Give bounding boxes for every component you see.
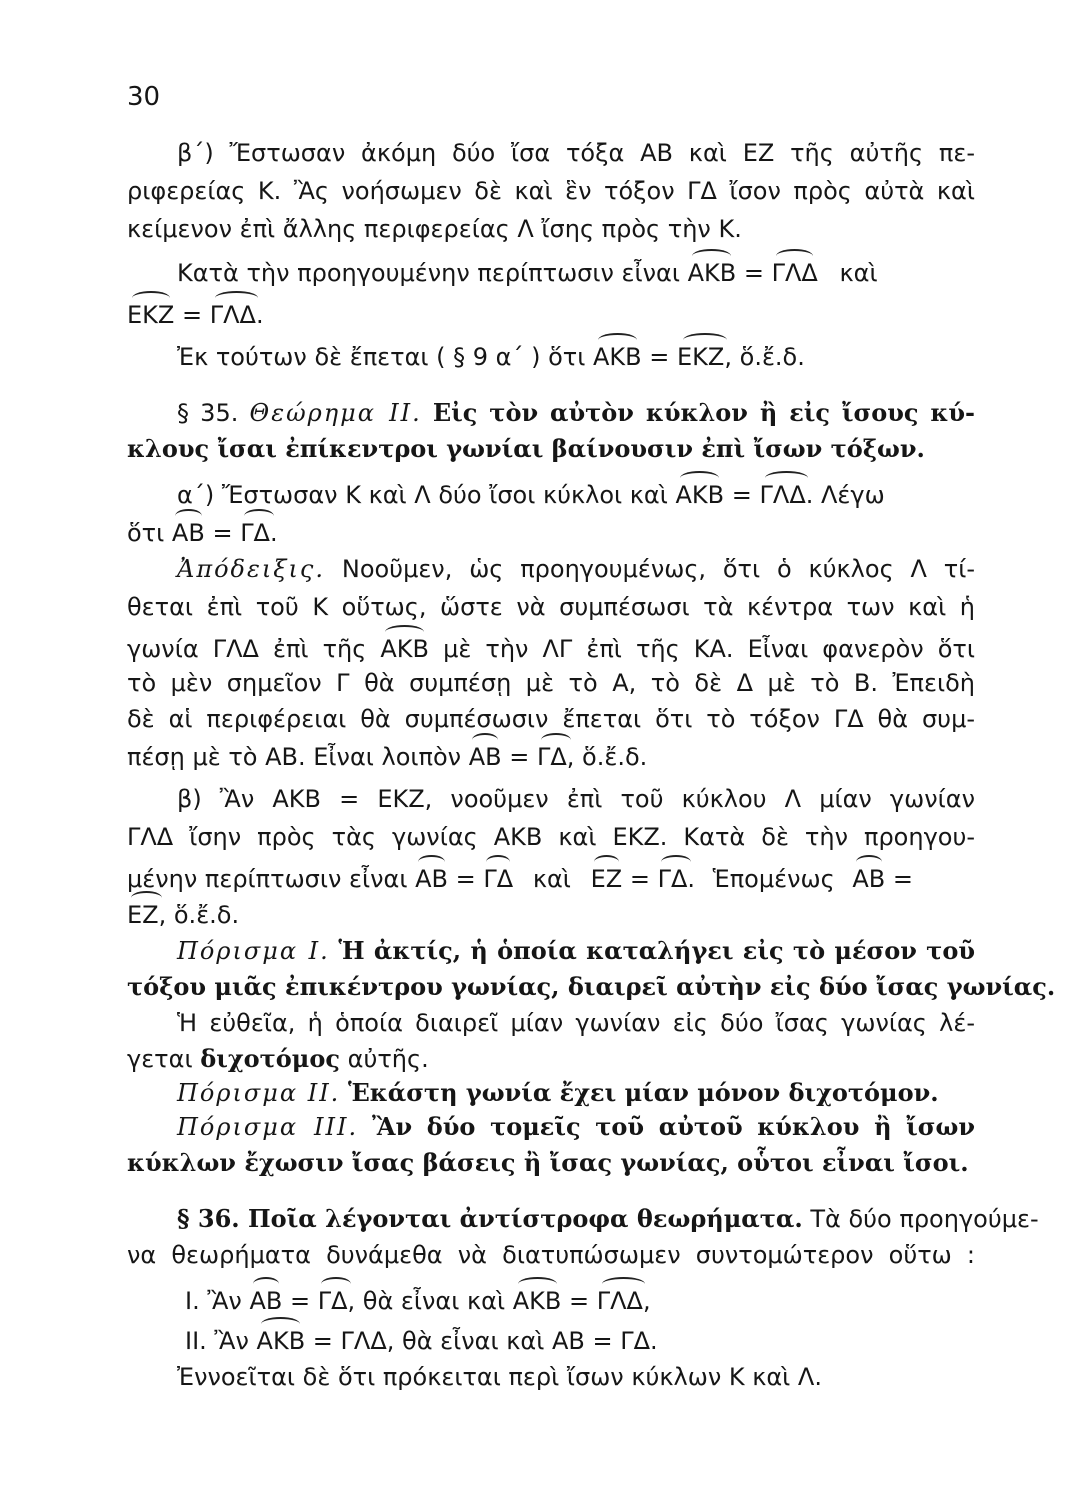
text-line: ριφερείας Κ. Ἂς νοήσωμεν δὲ καὶ ἓν τόξον ΓΔ ἴσον πρὸς αὐτὰ καὶ	[127, 177, 975, 205]
list-item	[185, 1286, 975, 1316]
text-line: β΄) Ἔστωσαν ἀκόμη δύο ἴσα τόξα ΑΒ καὶ ΕΖ τῆς αὐτῆς πε-	[177, 139, 975, 167]
text-span: θὰ εἶναι καὶ	[402, 1327, 545, 1355]
text-span: Τὰ δύο προηγούμε-	[810, 1205, 1039, 1233]
text-line: θεται ἐπὶ τοῦ Κ οὕτως, ὥστε νὰ συμπέσωσι τὰ κέντρα των καὶ ἡ	[127, 593, 975, 621]
arc-angle: ΑΚΒ	[687, 259, 737, 287]
theorem-heading	[177, 398, 975, 428]
text-line	[127, 864, 975, 894]
section-title: § 36. Ποῖα λέγονται ἀντίστροφα θεωρήματα.	[177, 1204, 803, 1233]
corollary-text: Ἡ ἀκτίς, ἡ ὁποία καταλήγει εἰς τὸ μέσον τοῦ	[338, 936, 975, 965]
text-span: Ἑπομένως	[712, 865, 835, 893]
text-span: γεται	[127, 1045, 193, 1073]
text-span: αὐτῆς.	[347, 1045, 429, 1073]
list-item	[185, 1326, 975, 1356]
text-line: κείμενον ἐπὶ ἄλλης περιφερείας Λ ἴσης πρὸς τὴν Κ.	[127, 215, 742, 243]
text-span: μένην περίπτωσιν εἶναι	[127, 865, 408, 893]
text-line	[127, 742, 975, 772]
equals-sign: =	[509, 743, 530, 771]
arc-angle: ΓΛΔ,	[596, 1287, 651, 1315]
text-span: Νοοῦμεν, ὡς προηγουμένως, ὅτι ὁ κύκλος Λ τί-	[341, 555, 975, 583]
corollary-label: Πόρισμα ΙΙΙ.	[177, 1113, 359, 1141]
text-span: Λέγω	[821, 481, 885, 509]
arc-angle: ΑΚΒ	[512, 1287, 562, 1315]
arc-angle: ΑΚΒ	[380, 635, 430, 663]
text-span: ΑΒ	[551, 1327, 585, 1355]
text-line	[177, 342, 975, 372]
term-bold: διχοτόμος	[200, 1044, 340, 1073]
arc-angle: ΓΔ,	[536, 743, 575, 771]
text-span: γωνία ΓΛΔ ἐπὶ τῆς	[127, 635, 367, 663]
text-line: δὲ αἱ περιφέρειαι θὰ συμπέσωσιν ἔπεται ὅτι τὸ τόξον ΓΔ θὰ συμ-	[127, 705, 975, 733]
equals-sign: =	[743, 259, 764, 287]
arc-angle: ΓΔ,	[317, 1287, 356, 1315]
equals-sign: =	[212, 519, 233, 547]
equals-sign: =	[649, 343, 670, 371]
equals-sign: =	[629, 865, 650, 893]
equals-sign: =	[731, 481, 752, 509]
corollary-label: Πόρισμα ΙΙ.	[177, 1079, 341, 1107]
text-line: ΓΛΔ ἴσην πρὸς τὰς γωνίας ΑΚΒ καὶ ΕΚΖ. Κατὰ δὲ τὴν προηγου-	[127, 823, 975, 851]
text-line	[127, 518, 975, 548]
theorem-text: Εἰς τὸν αὐτὸν κύκλον ἢ εἰς ἴσους κύ-	[432, 398, 975, 427]
text-span: Ἐκ τούτων δὲ ἔπεται ( § 9 α΄ ) ὅτι	[177, 343, 586, 371]
corollary-heading-cont	[127, 1148, 975, 1178]
text-span: Ι. Ἂν	[185, 1287, 242, 1315]
text-span: μὲ τὴν ΛΓ ἐπὶ τῆς ΚΑ. Εἶναι φανερὸν ὅτι	[443, 635, 975, 663]
arc-angle: ΕΚΖ	[127, 301, 175, 329]
arc-angle: ΑΚΒ	[256, 1327, 306, 1355]
arc-angle: ΑΒ	[852, 865, 886, 893]
text-line	[127, 1044, 975, 1074]
corollary-heading	[177, 936, 975, 966]
arc-angle: ΑΒ	[171, 519, 205, 547]
arc-angle: ΕΖ,	[127, 901, 167, 929]
corollary-text: Ἂν δύο τομεῖς τοῦ αὐτοῦ κύκλου ἢ ἴσων	[372, 1112, 975, 1141]
equals-sign: =	[312, 1327, 333, 1355]
theorem-text: κλους ἴσαι ἐπίκεντροι γωνίαι βαίνουσιν ἐπὶ ἴσων τόξων.	[127, 434, 925, 463]
arc-angle: ΑΚΒ	[675, 481, 725, 509]
text-line	[177, 480, 975, 510]
section-number: § 35.	[177, 399, 239, 427]
arc-angle: ΓΔ.	[240, 519, 278, 547]
equals-sign: =	[181, 301, 203, 329]
equals-sign: =	[592, 1327, 613, 1355]
text-span: καὶ	[839, 259, 878, 287]
text-line: Ἐννοεῖται δὲ ὅτι πρόκειται περὶ ἴσων κύκλων Κ καὶ Λ.	[177, 1363, 822, 1391]
text-span: ὅ.ἔ.δ.	[173, 901, 240, 929]
corollary-heading	[177, 1078, 975, 1108]
equals-sign: =	[455, 865, 476, 893]
text-line	[127, 300, 975, 330]
arc-angle: ΑΚΒ	[593, 343, 642, 371]
corollary-heading	[177, 1112, 975, 1142]
arc-angle: ΑΒ	[249, 1287, 283, 1315]
arc-angle: ΕΚΖ,	[677, 343, 732, 371]
text-line	[177, 258, 975, 288]
arc-angle: ΑΒ	[468, 743, 502, 771]
text-span: ΓΛΔ,	[340, 1327, 395, 1355]
text-line	[177, 554, 975, 584]
text-line	[127, 900, 975, 930]
arc-angle: ΓΔ	[483, 865, 514, 893]
text-line: Ἡ εὐθεῖα, ἡ ὁποία διαιρεῖ μίαν γωνίαν εἰς δύο ἴσας γωνίας λέ-	[177, 1009, 975, 1037]
section-heading	[177, 1204, 1039, 1234]
corollary-text: τόξου μιᾶς ἐπικέντρου γωνίας, διαιρεῖ αὐτὴν εἰς δύο ἴσας γωνίας.	[127, 972, 1056, 1001]
arc-angle: ΓΔ.	[657, 865, 695, 893]
equals-sign: =	[569, 1287, 590, 1315]
arc-angle: ΓΛΔ	[771, 259, 818, 287]
page-number: 30	[127, 82, 161, 112]
corollary-text: Ἑκάστη γωνία ἔχει μίαν μόνον διχοτόμον.	[347, 1078, 939, 1107]
text-span: ὅ.ἔ.δ.	[582, 743, 648, 771]
text-span: ΙΙ. Ἂν	[185, 1327, 249, 1355]
theorem-label: Θεώρημα ΙΙ.	[249, 399, 422, 427]
text-line: β) Ἂν ΑΚΒ = ΕΚΖ, νοοῦμεν ἐπὶ τοῦ κύκλου Λ μίαν γωνίαν	[177, 785, 975, 813]
text-line: τὸ μὲν σημεῖον Γ θὰ συμπέσῃ μὲ τὸ Α, τὸ δὲ Δ μὲ τὸ Β. Ἐπειδὴ	[127, 669, 975, 697]
corollary-heading-cont	[127, 972, 1056, 1002]
corollary-label: Πόρισμα Ι.	[177, 937, 330, 965]
equals-sign: =	[289, 1287, 311, 1315]
arc-angle: ΑΒ	[415, 865, 449, 893]
text-span: ΓΔ.	[620, 1327, 658, 1355]
text-line: να θεωρήματα δυνάμεθα νὰ διατυπώσωμεν συντομώτερον οὕτω :	[127, 1241, 975, 1269]
text-span: πέσῃ μὲ τὸ ΑΒ. Εἶναι λοιπὸν	[127, 743, 462, 771]
theorem-heading-cont	[127, 434, 975, 464]
text-span: Κατὰ τὴν προηγουμένην περίπτωσιν εἶναι	[177, 259, 680, 287]
arc-angle: ΓΛΔ.	[759, 481, 814, 509]
arc-angle: ΓΛΔ.	[209, 301, 264, 329]
equals-sign: =	[892, 865, 913, 893]
arc-angle: ΕΖ	[590, 865, 623, 893]
text-line	[127, 634, 975, 664]
text-span: θὰ εἶναι καὶ	[362, 1287, 506, 1315]
text-span: α΄) Ἔστωσαν Κ καὶ Λ δύο ἴσοι κύκλοι καὶ	[177, 481, 668, 509]
corollary-text: κύκλων ἔχωσιν ἴσας βάσεις ἢ ἴσας γωνίας, οὗτοι εἶναι ἴσοι.	[127, 1148, 969, 1177]
proof-label: Ἀπόδειξις.	[177, 555, 325, 583]
text-span: ὅτι	[127, 519, 165, 547]
text-span: ὅ.ἔ.δ.	[739, 343, 805, 371]
text-span: καὶ	[532, 865, 571, 893]
